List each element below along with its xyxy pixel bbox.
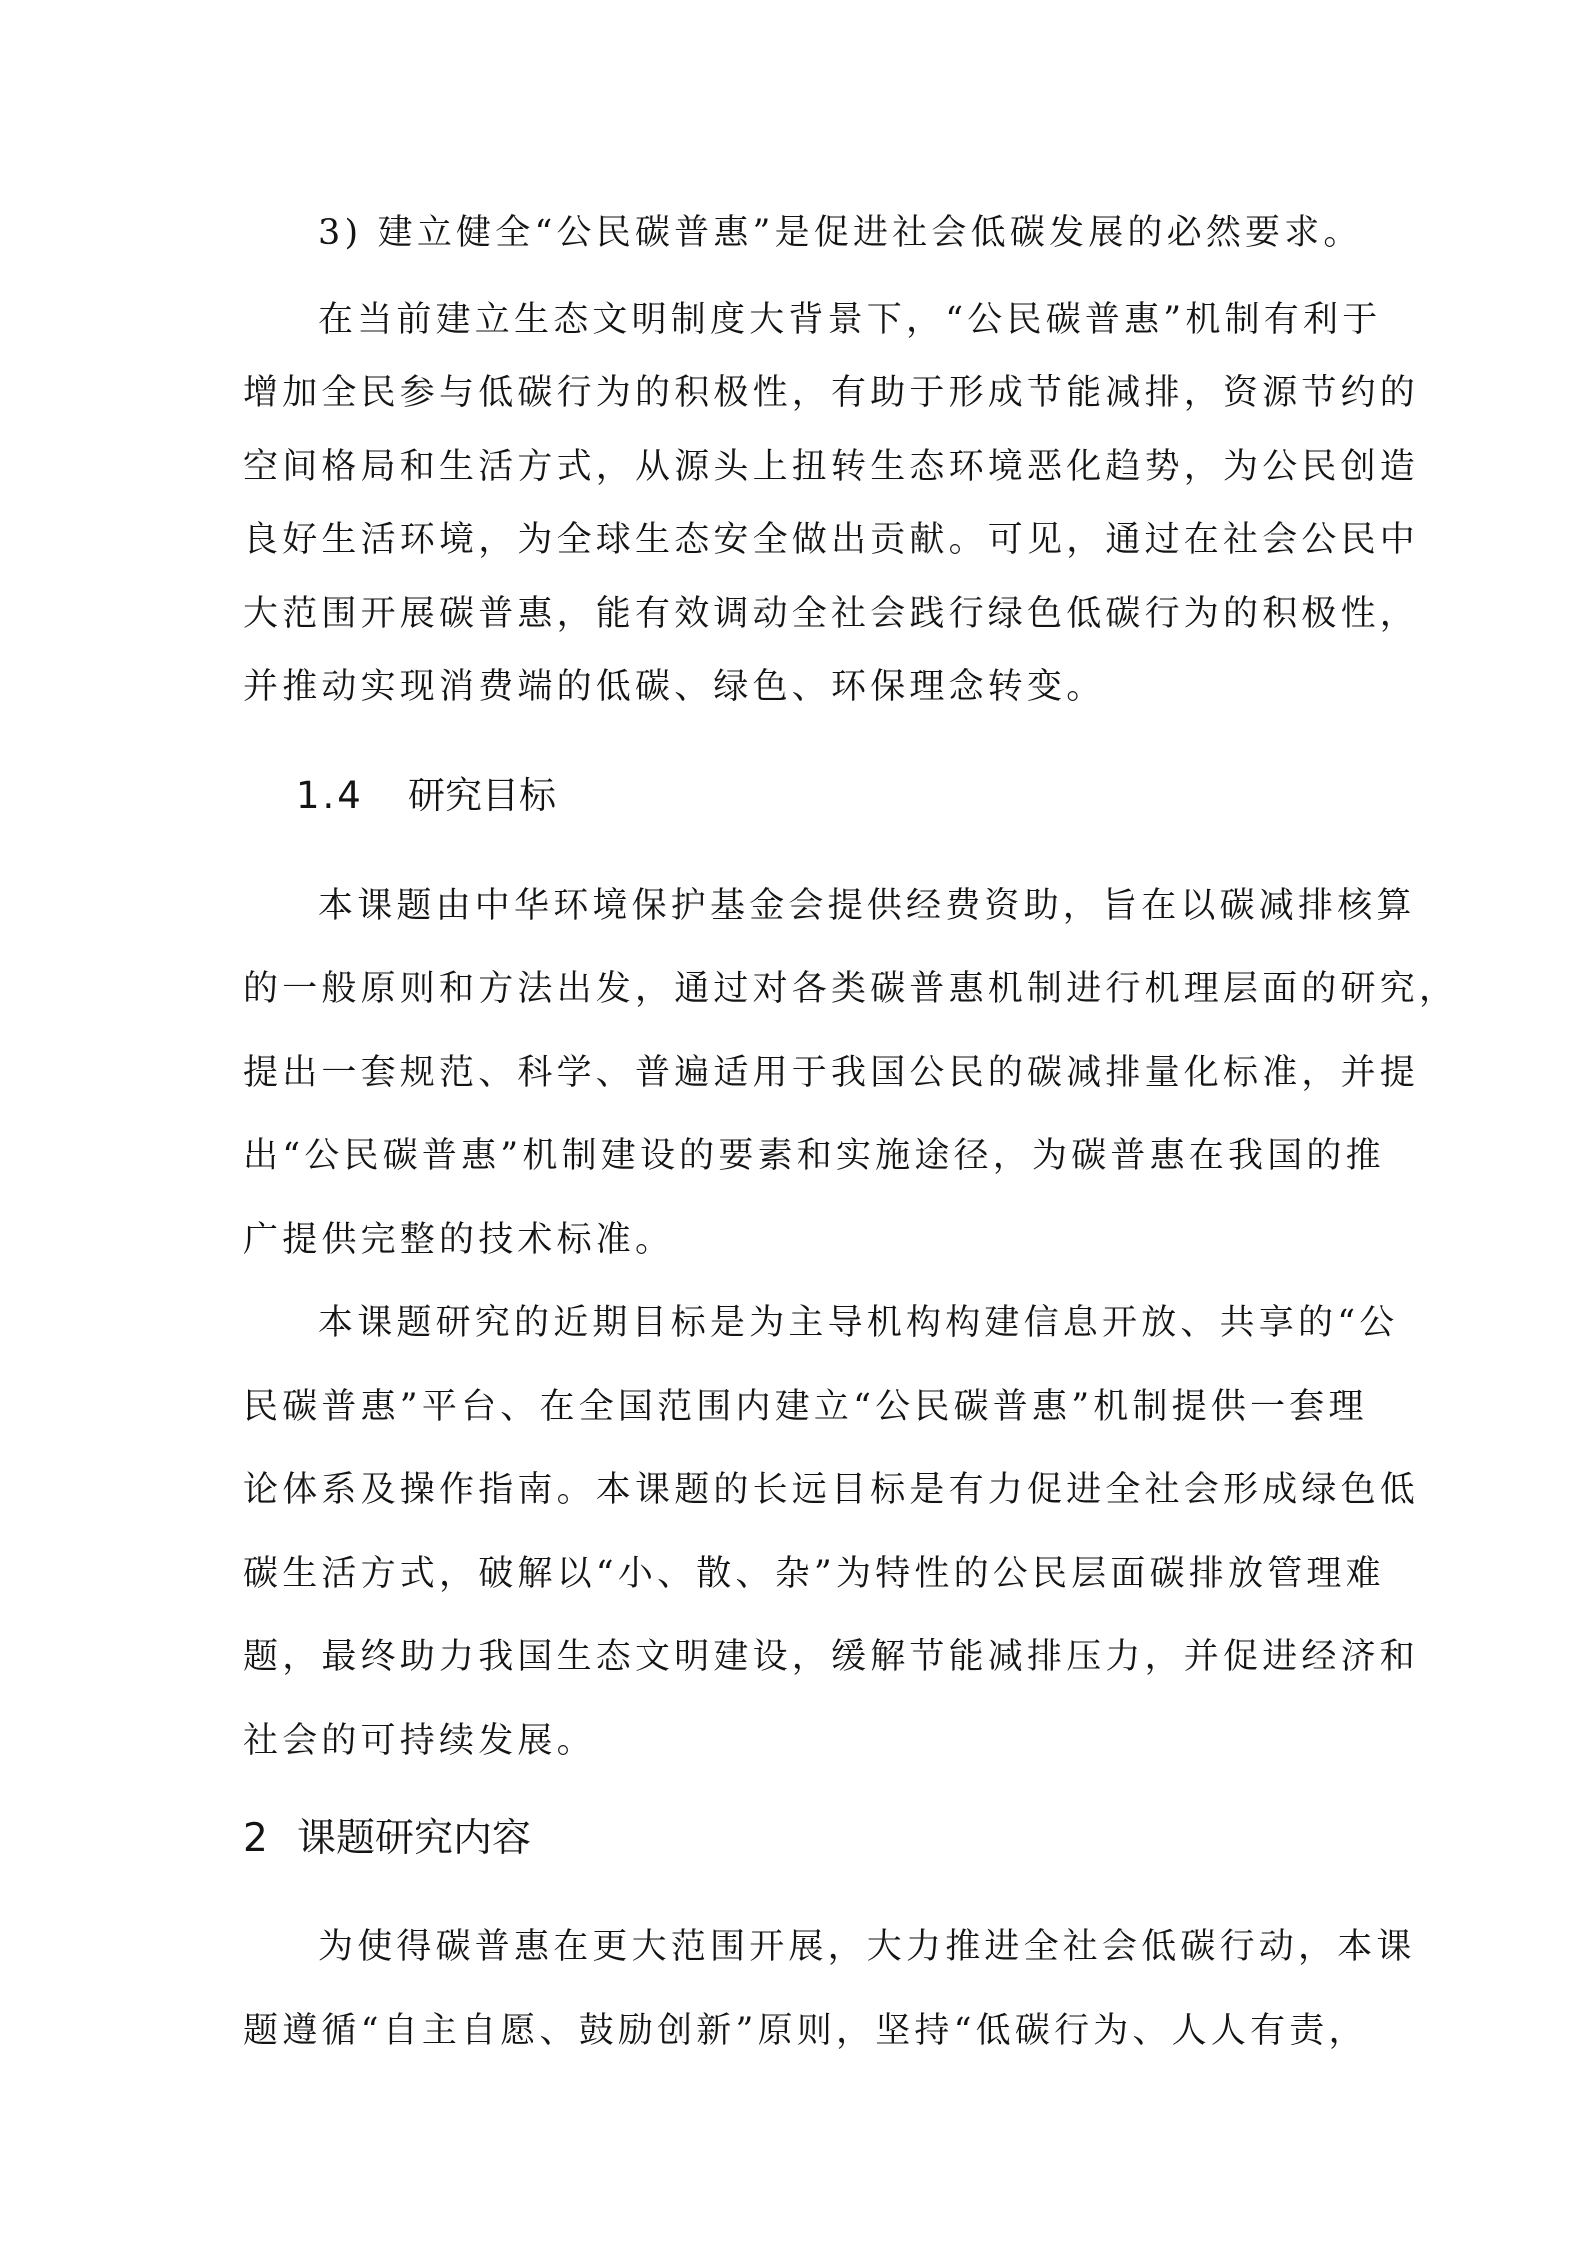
paragraph-line: 本课题由中华环境保护基金会提供经费资助，旨在以碳减排核算 xyxy=(318,886,1416,926)
paragraph-line: 的一般原则和方法出发，通过对各类碳普惠机制进行机理层面的研究， xyxy=(243,969,1459,1009)
paragraph-line: 广提供完整的技术标准。 xyxy=(243,1220,675,1260)
paragraph-line: 良好生活环境，为全球生态安全做出贡献。可见，通过在社会公民中 xyxy=(243,520,1420,560)
paragraph-line: 空间格局和生活方式，从源头上扭转生态环境恶化趋势，为公民创造 xyxy=(243,447,1420,487)
section-title: 研究目标 xyxy=(408,774,556,817)
section-number: 1.4 xyxy=(296,774,364,817)
paragraph-line: 本课题研究的近期目标是为主导机构构建信息开放、共享的“公 xyxy=(318,1303,1399,1343)
list-item-3: 3) 建立健全“公民碳普惠”是促进社会低碳发展的必然要求。 xyxy=(318,213,1363,253)
paragraph-line: 增加全民参与低碳行为的积极性，有助于形成节能减排，资源节约的 xyxy=(243,373,1420,413)
section-title: 课题研究内容 xyxy=(297,1816,532,1861)
section-heading-1-4 xyxy=(296,773,556,819)
paragraph-line: 题遵循“自主自愿、鼓励创新”原则，坚持“低碳行为、人人有责， xyxy=(243,2011,1368,2051)
paragraph-line: 提出一套规范、科学、普遍适用于我国公民的碳减排量化标准，并提 xyxy=(243,1053,1420,1093)
section-number: 2 xyxy=(243,1816,268,1861)
paragraph-line: 题，最终助力我国生态文明建设，缓解节能减排压力，并促进经济和 xyxy=(243,1637,1420,1677)
paragraph-line: 社会的可持续发展。 xyxy=(243,1721,596,1761)
paragraph-line: 并推动实现消费端的低碳、绿色、环保理念转变。 xyxy=(243,667,1106,707)
paragraph-line: 出“公民碳普惠”机制建设的要素和实施途径，为碳普惠在我国的推 xyxy=(243,1136,1385,1176)
paragraph-line: 论体系及操作指南。本课题的长远目标是有力促进全社会形成绿色低 xyxy=(243,1470,1420,1510)
paragraph-line: 为使得碳普惠在更大范围开展，大力推进全社会低碳行动，本课 xyxy=(318,1927,1416,1967)
paragraph-line: 民碳普惠”平台、在全国范围内建立“公民碳普惠”机制提供一套理 xyxy=(243,1387,1368,1427)
paragraph-line: 碳生活方式，破解以“小、散、杂”为特性的公民层面碳排放管理难 xyxy=(243,1554,1385,1594)
paragraph-line: 大范围开展碳普惠，能有效调动全社会践行绿色低碳行为的积极性， xyxy=(243,594,1420,634)
section-heading-2 xyxy=(243,1816,531,1862)
paragraph-line: 在当前建立生态文明制度大背景下，“公民碳普惠”机制有利于 xyxy=(318,300,1382,340)
